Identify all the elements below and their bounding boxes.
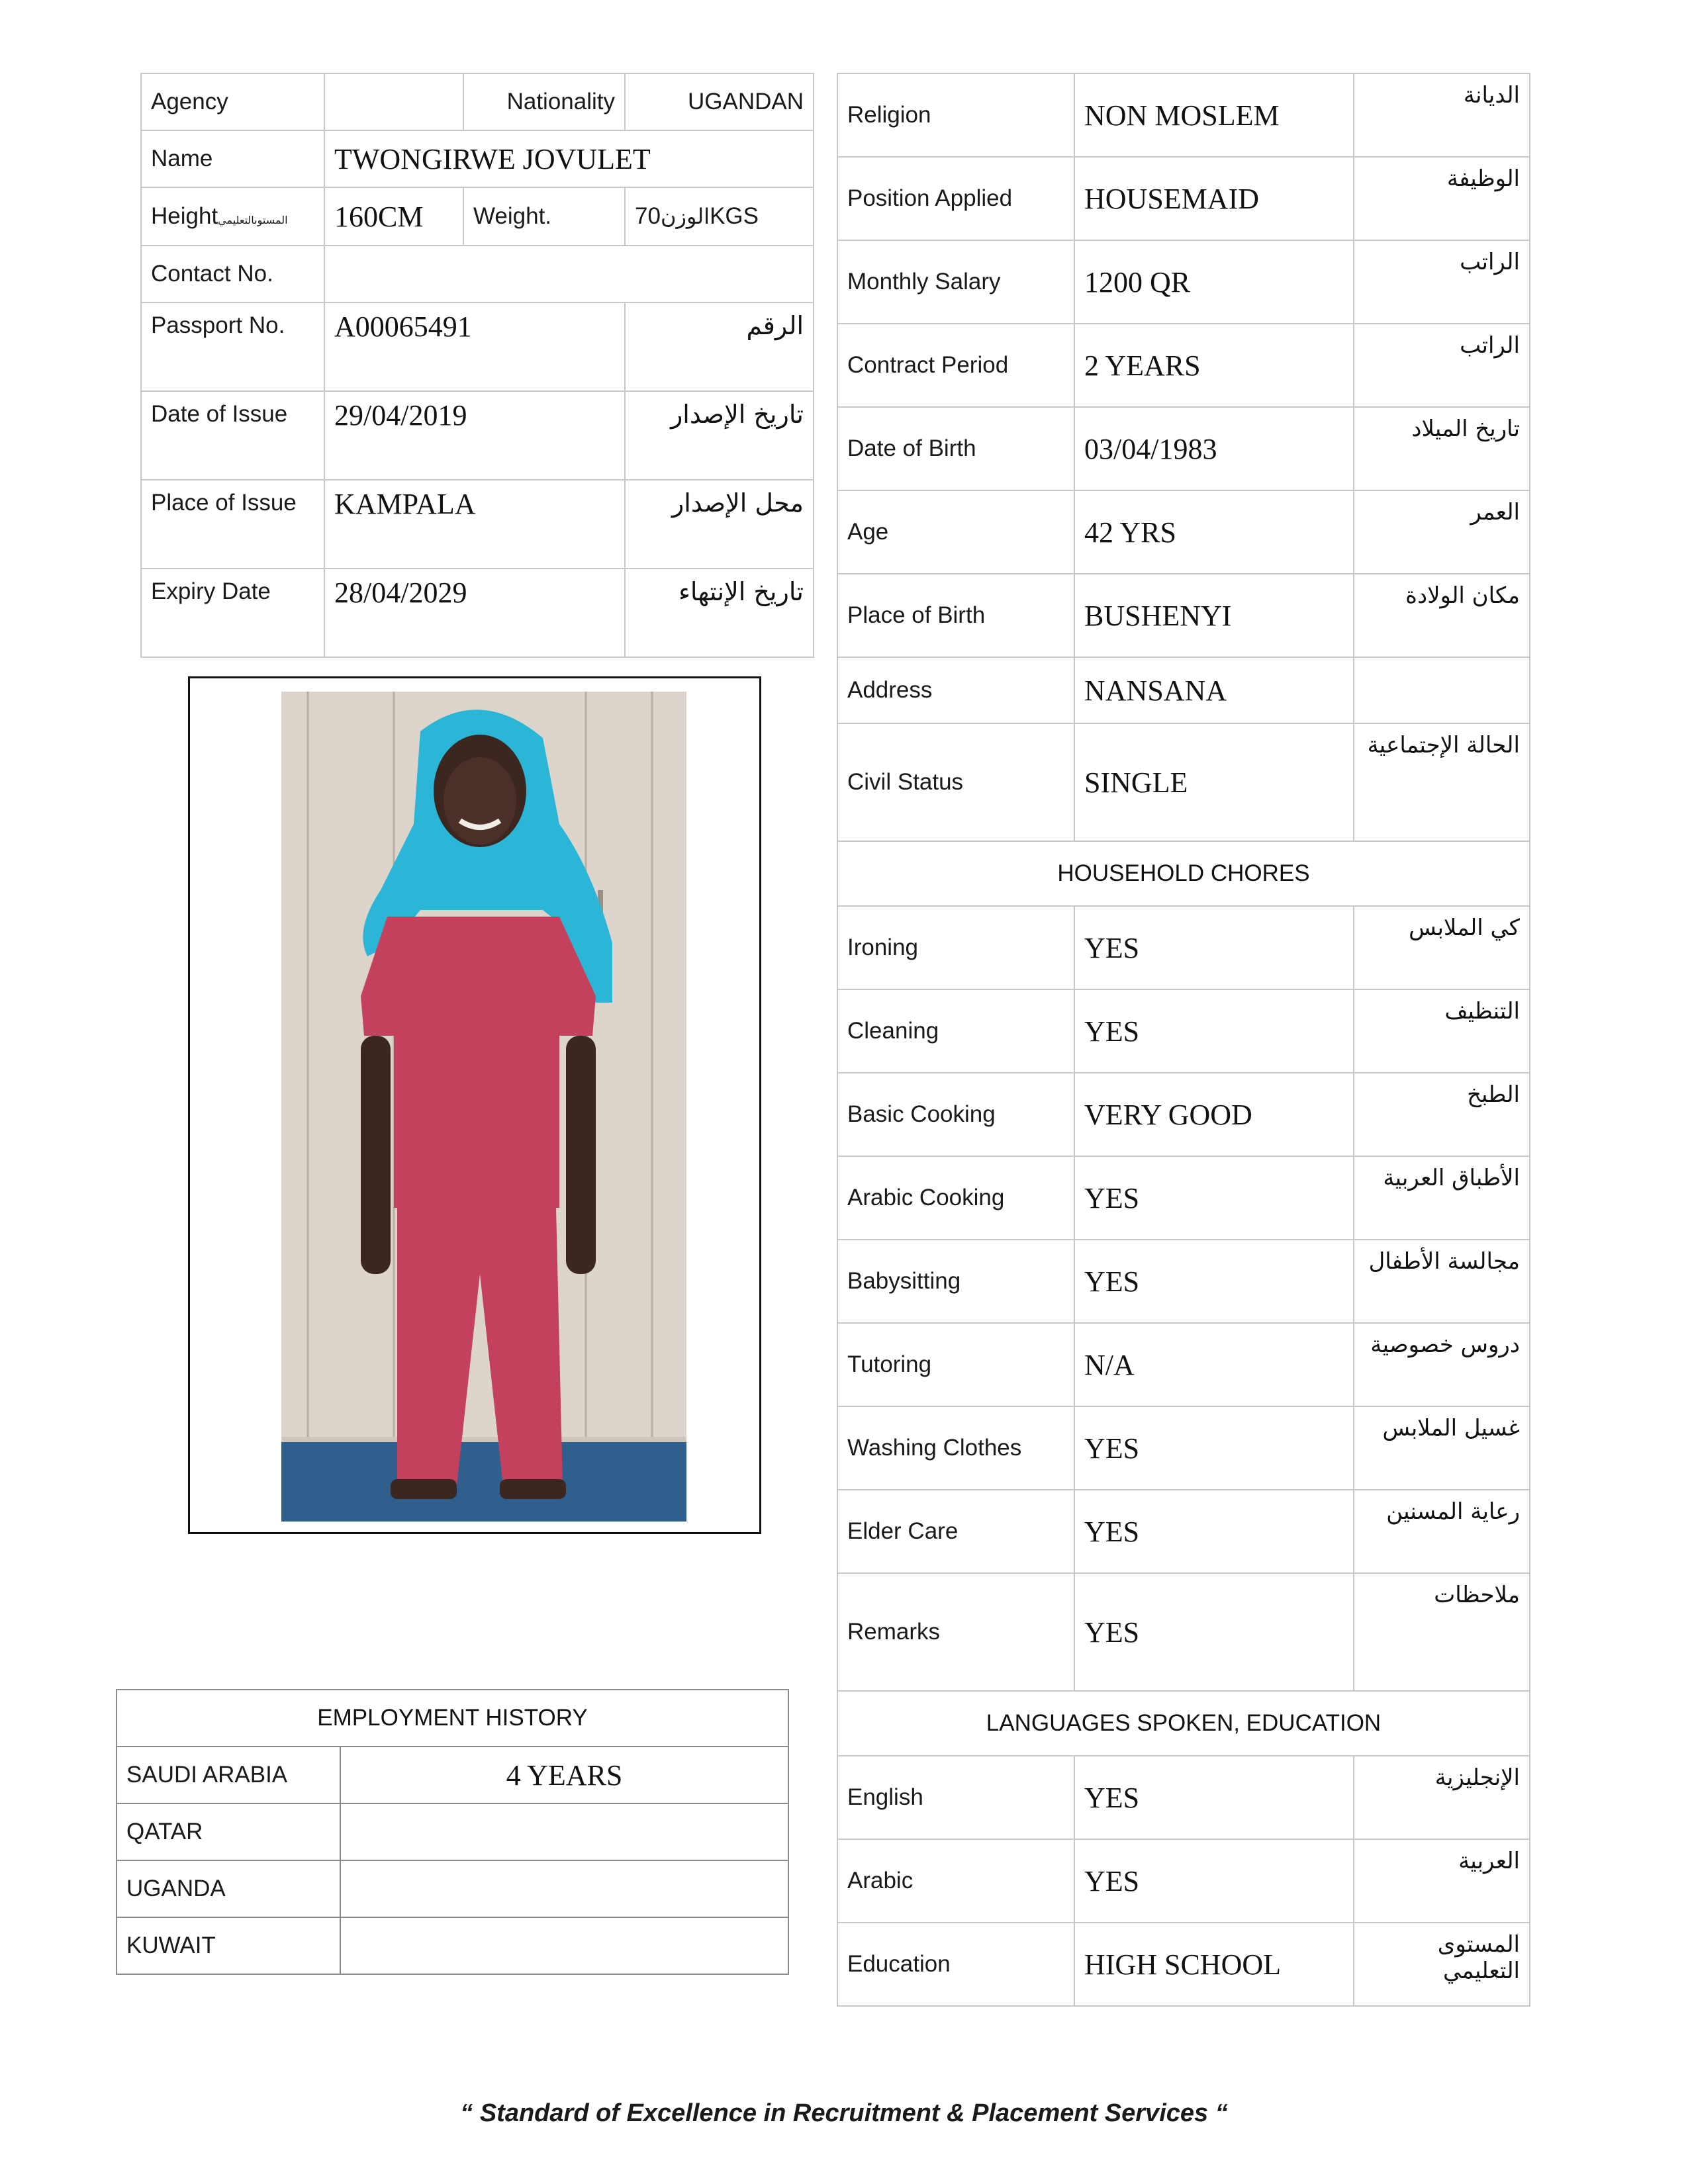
name-label: Name — [141, 130, 324, 187]
details-row — [837, 1323, 1530, 1406]
issue-date-label-ar: تاريخ الإصدار — [625, 391, 814, 480]
details-row — [837, 1923, 1530, 2006]
detail-label: Position Applied — [837, 157, 1074, 240]
detail-value: YES — [1074, 906, 1354, 989]
details-row — [837, 73, 1530, 157]
employment-country: UGANDA — [117, 1860, 340, 1917]
languages-education-heading: LANGUAGES SPOKEN, EDUCATION — [837, 1691, 1530, 1756]
detail-label-ar — [1354, 657, 1530, 723]
contact-value — [324, 246, 814, 302]
expiry-label: Expiry Date — [141, 569, 324, 657]
detail-value: 2 YEARS — [1074, 324, 1354, 407]
employment-history-heading: EMPLOYMENT HISTORY — [117, 1690, 788, 1747]
employment-row — [117, 1860, 788, 1917]
detail-label: Arabic Cooking — [837, 1156, 1074, 1240]
detail-label-ar: الطبخ — [1354, 1073, 1530, 1156]
detail-label-ar: الإنجليزية — [1354, 1756, 1530, 1839]
detail-value: YES — [1074, 1156, 1354, 1240]
footer-quote: “ Standard of Excellence in Recruitment & Placement Services “ — [460, 2099, 1228, 2127]
detail-value: YES — [1074, 1839, 1354, 1923]
candidate-photo — [281, 692, 686, 1522]
detail-label-ar: العمر — [1354, 490, 1530, 574]
issue-date-value: 29/04/2019 — [324, 391, 625, 480]
employment-row — [117, 1803, 788, 1860]
weight-label-ar: الوزن — [660, 204, 710, 229]
detail-value: YES — [1074, 1240, 1354, 1323]
detail-value: N/A — [1074, 1323, 1354, 1406]
detail-label: Place of Birth — [837, 574, 1074, 657]
detail-label-ar: غسيل الملابس — [1354, 1406, 1530, 1490]
detail-label-ar: كي الملابس — [1354, 906, 1530, 989]
detail-label: Ironing — [837, 906, 1074, 989]
employment-duration: 4 YEARS — [340, 1747, 788, 1803]
detail-value: BUSHENYI — [1074, 574, 1354, 657]
issue-place-label: Place of Issue — [141, 480, 324, 569]
details-row — [837, 1490, 1530, 1573]
detail-value: 03/04/1983 — [1074, 407, 1354, 490]
detail-label: Address — [837, 657, 1074, 723]
detail-label: Age — [837, 490, 1074, 574]
passport-label: Passport No. — [141, 302, 324, 391]
height-value: 160CM — [324, 187, 463, 246]
detail-label-ar: الوظيفة — [1354, 157, 1530, 240]
employment-country: QATAR — [117, 1803, 340, 1860]
height-label: Height — [151, 203, 218, 229]
detail-label: Babysitting — [837, 1240, 1074, 1323]
weight-value-cell — [625, 187, 814, 246]
details-row — [837, 906, 1530, 989]
employment-duration — [340, 1860, 788, 1917]
detail-label-ar: مجالسة الأطفال — [1354, 1240, 1530, 1323]
passport-label-ar: الرقم — [625, 302, 814, 391]
details-row — [837, 574, 1530, 657]
detail-value: YES — [1074, 1490, 1354, 1573]
detail-value: HOUSEMAID — [1074, 157, 1354, 240]
details-row — [837, 1756, 1530, 1839]
agency-value — [324, 73, 463, 130]
detail-label-ar: مكان الولادة — [1354, 574, 1530, 657]
detail-label: Religion — [837, 73, 1074, 157]
household-chores-heading: HOUSEHOLD CHORES — [837, 841, 1530, 906]
detail-value: YES — [1074, 1406, 1354, 1490]
detail-value: NON MOSLEM — [1074, 73, 1354, 157]
detail-label: Date of Birth — [837, 407, 1074, 490]
details-row — [837, 157, 1530, 240]
detail-label-ar: تاريخ الميلاد — [1354, 407, 1530, 490]
detail-value: NANSANA — [1074, 657, 1354, 723]
issue-place-value: KAMPALA — [324, 480, 625, 569]
details-row — [837, 1240, 1530, 1323]
height-label-cell — [141, 187, 324, 246]
detail-label: Monthly Salary — [837, 240, 1074, 324]
detail-label-ar: الحالة الإجتماعية — [1354, 723, 1530, 841]
details-row — [837, 1406, 1530, 1490]
details-row — [837, 324, 1530, 407]
nationality-value: UGANDAN — [625, 73, 814, 130]
issue-place-label-ar: محل الإصدار — [625, 480, 814, 569]
contact-label: Contact No. — [141, 246, 324, 302]
detail-value: VERY GOOD — [1074, 1073, 1354, 1156]
weight-value: 70 — [635, 203, 661, 229]
detail-label-ar: المستوى التعليمي — [1354, 1923, 1530, 2006]
details-row — [837, 240, 1530, 324]
detail-label: Elder Care — [837, 1490, 1074, 1573]
employment-history-table — [116, 1689, 789, 1975]
passport-value: A00065491 — [324, 302, 625, 391]
expiry-label-ar: تاريخ الإنتهاء — [625, 569, 814, 657]
employment-duration — [340, 1917, 788, 1974]
employment-duration — [340, 1803, 788, 1860]
details-row — [837, 989, 1530, 1073]
detail-label: Basic Cooking — [837, 1073, 1074, 1156]
detail-label-ar: العربية — [1354, 1839, 1530, 1923]
detail-label: Civil Status — [837, 723, 1074, 841]
detail-value: SINGLE — [1074, 723, 1354, 841]
expiry-value: 28/04/2029 — [324, 569, 625, 657]
detail-label-ar: دروس خصوصية — [1354, 1323, 1530, 1406]
details-row — [837, 407, 1530, 490]
nationality-label: Nationality — [463, 73, 625, 130]
personal-info-table — [140, 73, 814, 658]
detail-value: 42 YRS — [1074, 490, 1354, 574]
detail-label-ar: ملاحظات — [1354, 1573, 1530, 1691]
detail-label: Contract Period — [837, 324, 1074, 407]
employment-country: KUWAIT — [117, 1917, 340, 1974]
detail-label: English — [837, 1756, 1074, 1839]
details-row — [837, 1156, 1530, 1240]
weight-unit: KGS — [710, 203, 759, 229]
details-row — [837, 657, 1530, 723]
detail-label: Arabic — [837, 1839, 1074, 1923]
detail-value: YES — [1074, 1573, 1354, 1691]
height-label-ar: المستوىالتعليمي — [218, 214, 288, 226]
details-row — [837, 490, 1530, 574]
details-row — [837, 1073, 1530, 1156]
detail-label: Education — [837, 1923, 1074, 2006]
detail-label-ar: الراتب — [1354, 324, 1530, 407]
detail-label-ar: الأطباق العربية — [1354, 1156, 1530, 1240]
details-table — [837, 73, 1530, 2007]
detail-label-ar: الراتب — [1354, 240, 1530, 324]
details-row — [837, 1573, 1530, 1691]
details-row — [837, 723, 1530, 841]
name-value: TWONGIRWE JOVULET — [324, 130, 814, 187]
details-row — [837, 1839, 1530, 1923]
detail-label: Cleaning — [837, 989, 1074, 1073]
detail-label: Washing Clothes — [837, 1406, 1074, 1490]
detail-value: YES — [1074, 989, 1354, 1073]
weight-label: Weight. — [463, 187, 625, 246]
employment-row — [117, 1917, 788, 1974]
detail-label: Remarks — [837, 1573, 1074, 1691]
detail-value: 1200 QR — [1074, 240, 1354, 324]
detail-label-ar: رعاية المسنين — [1354, 1490, 1530, 1573]
employment-country: SAUDI ARABIA — [117, 1747, 340, 1803]
photo-frame — [188, 676, 761, 1534]
employment-row — [117, 1747, 788, 1803]
detail-label: Tutoring — [837, 1323, 1074, 1406]
agency-label: Agency — [141, 73, 324, 130]
detail-value: YES — [1074, 1756, 1354, 1839]
detail-label-ar: التنظيف — [1354, 989, 1530, 1073]
issue-date-label: Date of Issue — [141, 391, 324, 480]
detail-value: HIGH SCHOOL — [1074, 1923, 1354, 2006]
detail-label-ar: الديانة — [1354, 73, 1530, 157]
